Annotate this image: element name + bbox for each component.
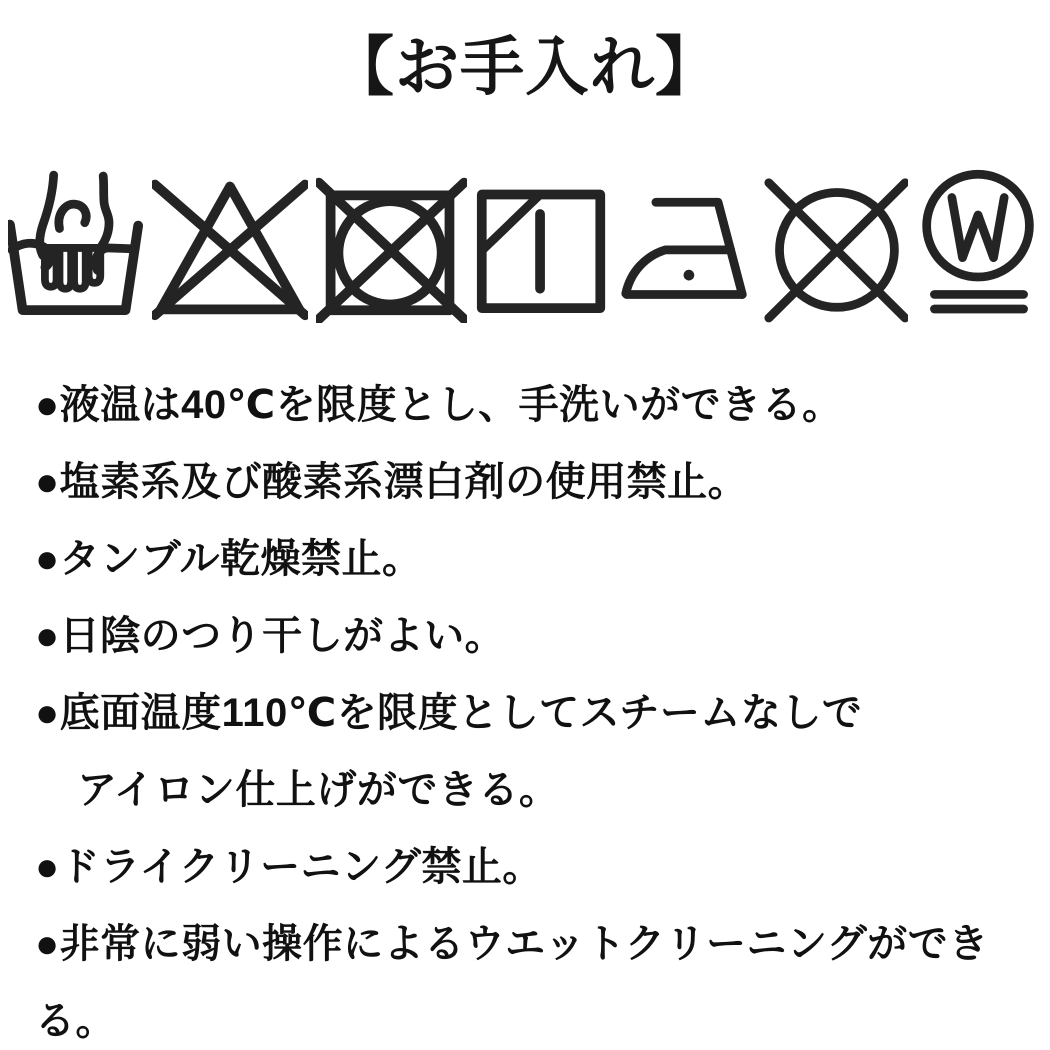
care-note-line: ●底面温度110℃を限度としてスチームなしで xyxy=(35,691,863,735)
care-note-line: ●日陰のつり干しがよい。 xyxy=(35,614,506,658)
gentle-wet-clean-icon xyxy=(916,168,1042,323)
hand-wash-icon xyxy=(8,168,144,323)
laundry-symbols-row xyxy=(0,168,1050,323)
care-note-line: ●非常に弱い操作によるウエットクリーニングができる。 xyxy=(35,922,989,1043)
iron-one-dot-icon xyxy=(618,168,754,323)
do-not-tumble-dry-icon xyxy=(316,168,467,323)
care-note-line: ●液温は40℃を限度とし、手洗いができる。 xyxy=(35,383,843,427)
shade-line-dry-icon xyxy=(474,168,610,323)
page-title: 【お手入れ】 xyxy=(330,31,720,103)
care-note-line: ●ドライクリーニング禁止。 xyxy=(35,845,543,889)
do-not-dry-clean-icon xyxy=(762,168,908,323)
do-not-bleach-icon xyxy=(152,168,308,323)
care-notes-list xyxy=(0,367,1050,1050)
care-note-line: ●塩素系及び酸素系漂白剤の使用禁止。 xyxy=(35,460,749,504)
care-note-line-continuation: アイロン仕上げができる。 xyxy=(77,768,560,812)
care-note-line: ●タンブル乾燥禁止。 xyxy=(35,537,423,581)
